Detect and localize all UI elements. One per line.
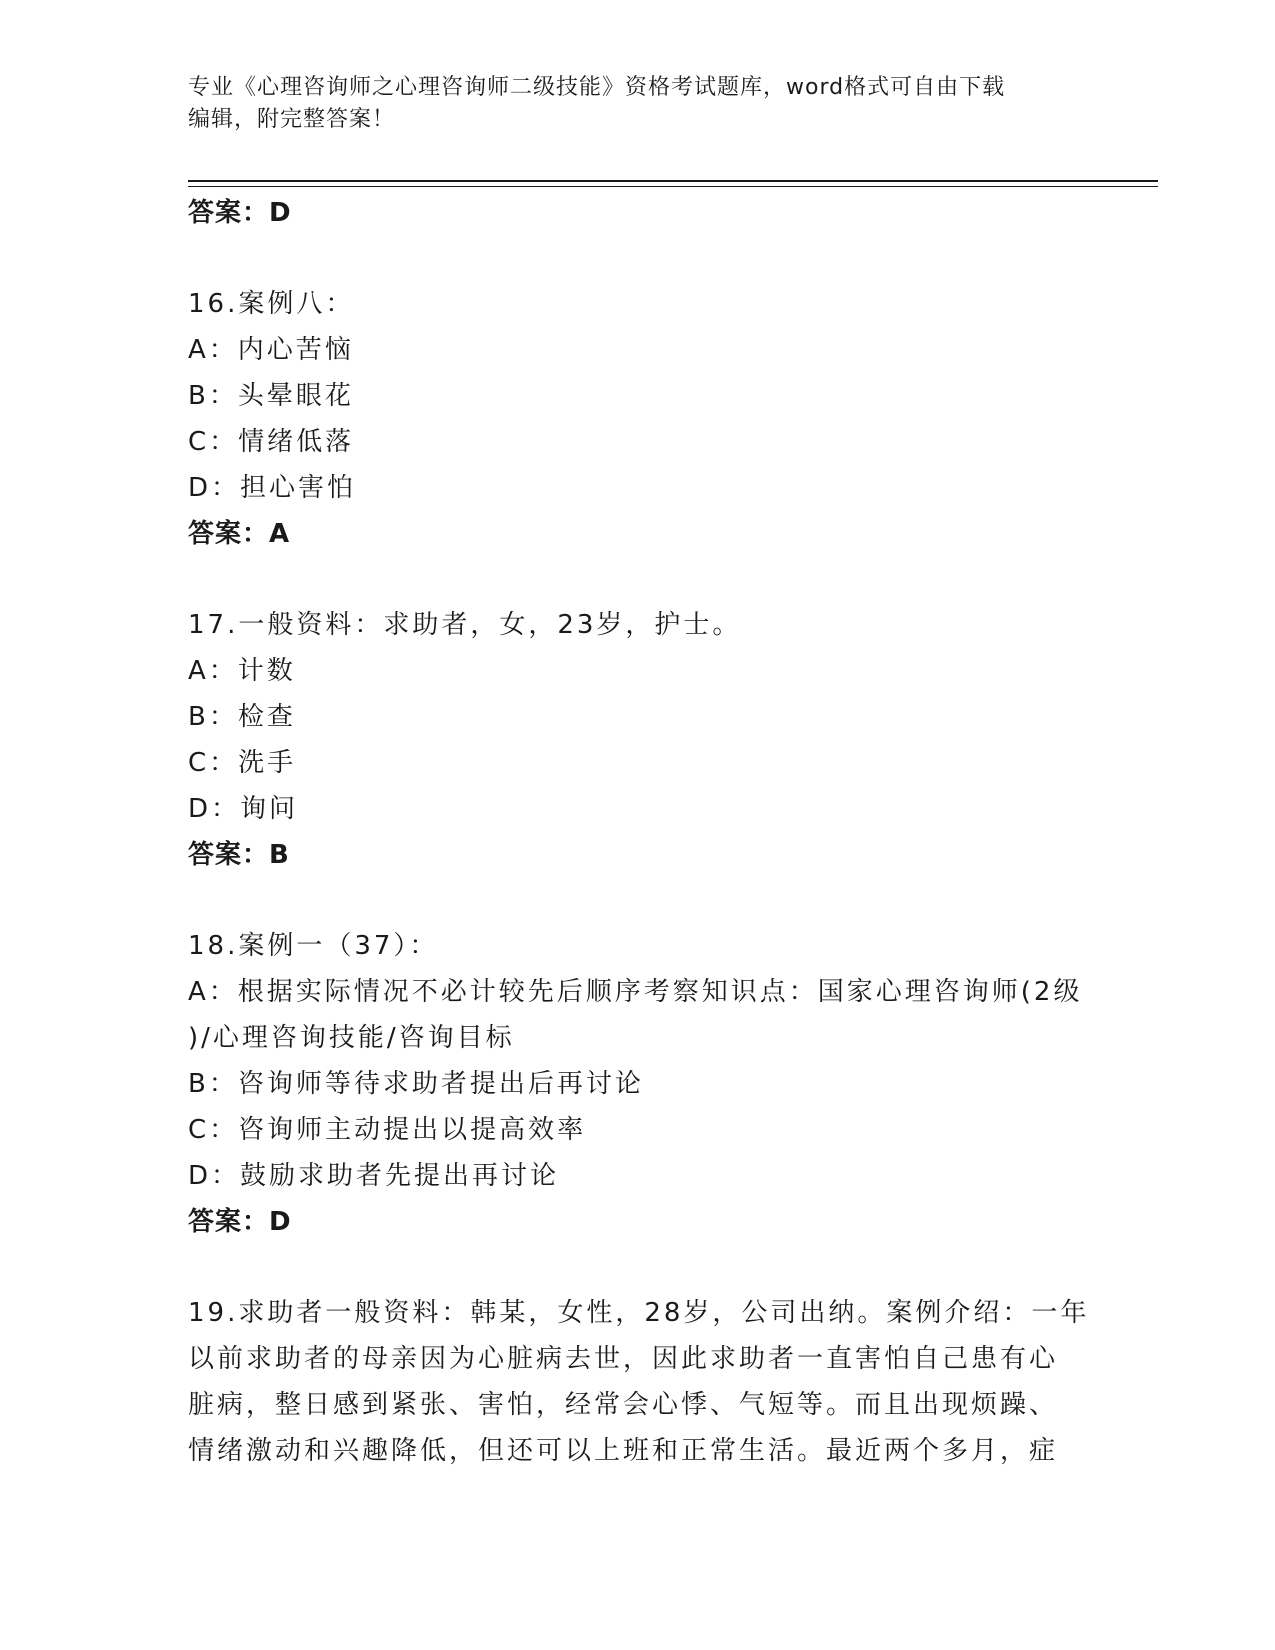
question-17 [188, 602, 1088, 878]
question-text-line-4: 情绪激动和兴趣降低，但还可以上班和正常生活。最近两个多月，症 [188, 1436, 1059, 1466]
option-a: A：计数 [188, 656, 296, 686]
header-rule-thin [188, 186, 1158, 187]
question-text-line-3: 脏病，整日感到紧张、害怕，经常会心悸、气短等。而且出现烦躁、 [188, 1390, 1059, 1420]
spacer [188, 557, 1088, 602]
option-c: C：洗手 [188, 748, 297, 778]
option-b: B：咨询师等待求助者提出后再讨论 [188, 1069, 644, 1099]
option-c: C：咨询师主动提出以提高效率 [188, 1115, 587, 1145]
header-line-2: 编辑，附完整答案！ [188, 107, 396, 132]
spacer [188, 878, 1088, 923]
option-b: B：头晕眼花 [188, 381, 354, 411]
question-text-line-1: 19.求助者一般资料：韩某，女性，28岁，公司出纳。案例介绍：一年 [188, 1298, 1090, 1328]
question-text-line-2: 以前求助者的母亲因为心脏病去世，因此求助者一直害怕自己患有心 [188, 1344, 1059, 1374]
option-a-line-1: A：根据实际情况不必计较先后顺序考察知识点：国家心理咨询师(2级 [188, 977, 1083, 1007]
option-d: D：询问 [188, 794, 299, 824]
header-rule-thick [188, 180, 1158, 182]
option-d: D：担心害怕 [188, 473, 357, 503]
question-16 [188, 281, 1088, 557]
question-18 [188, 923, 1088, 1245]
question-19 [188, 1290, 1088, 1474]
option-d: D：鼓励求助者先提出再讨论 [188, 1161, 560, 1191]
question-text: 16.案例八： [188, 289, 355, 319]
answer-line: 答案：D [188, 198, 292, 228]
option-b: B：检查 [188, 702, 296, 732]
answer-line: 答案：A [188, 519, 291, 549]
question-text: 17.一般资料：求助者，女，23岁，护士。 [188, 610, 742, 640]
option-a-line-2: )/心理咨询技能/咨询目标 [188, 1023, 515, 1053]
option-c: C：情绪低落 [188, 427, 355, 457]
document-header [188, 72, 1088, 136]
document-body [188, 190, 1088, 1474]
answer-line: 答案：B [188, 840, 290, 870]
spacer [188, 1245, 1088, 1290]
header-line-1: 专业《心理咨询师之心理咨询师二级技能》资格考试题库，word格式可自由下载 [188, 75, 1006, 100]
spacer [188, 236, 1088, 281]
question-text: 18.案例一（37）： [188, 931, 439, 961]
option-a: A：内心苦恼 [188, 335, 354, 365]
answer-line: 答案：D [188, 1207, 292, 1237]
